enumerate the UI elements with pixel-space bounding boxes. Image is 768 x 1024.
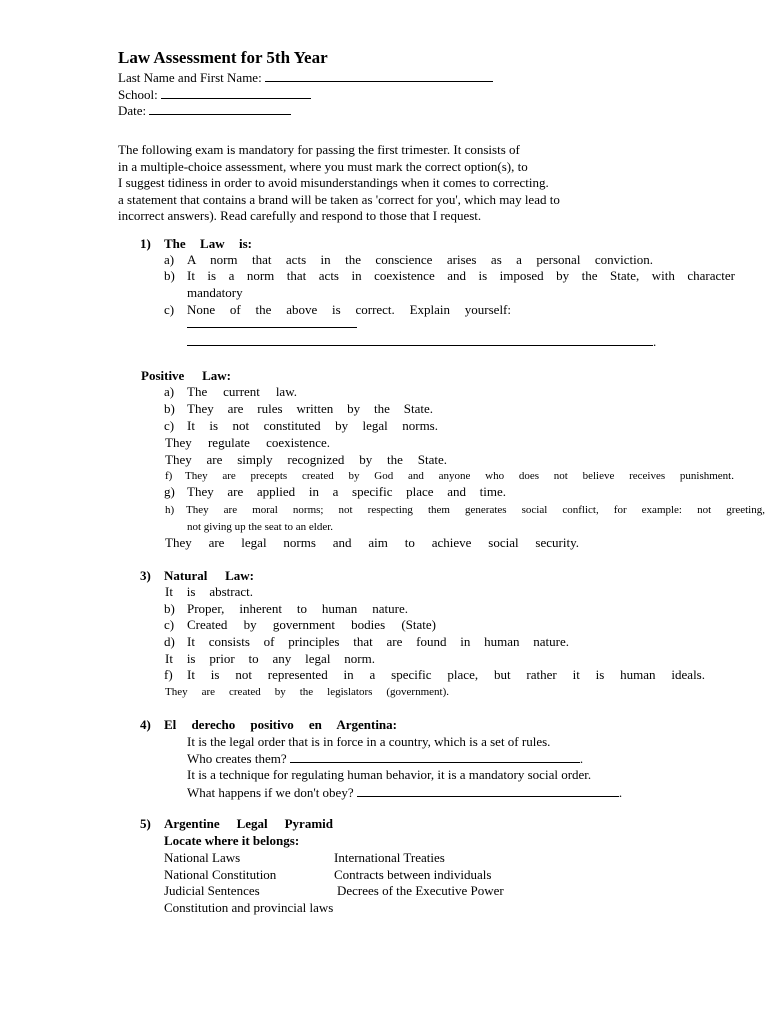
q5-title: Argentine Legal Pyramid bbox=[164, 816, 333, 831]
q2-f-marker: f) bbox=[165, 470, 173, 482]
q5-item-contracts[interactable]: Contracts between individuals bbox=[334, 867, 492, 882]
q3-option-f[interactable]: It is not represented in a specific place, but rather it is human ideals. bbox=[187, 667, 705, 682]
q3-option-e[interactable]: It is prior to any legal norm. bbox=[165, 651, 375, 666]
q2-g-marker: g) bbox=[164, 484, 175, 499]
q5-item-national-constitution[interactable]: National Constitution bbox=[164, 867, 277, 882]
page-title: Law Assessment for 5th Year bbox=[118, 48, 328, 67]
q2-option-i[interactable]: They are legal norms and aim to achieve social security. bbox=[165, 535, 579, 550]
q2-option-a[interactable]: The current law. bbox=[187, 384, 297, 399]
q1-option-b[interactable]: It is a norm that acts in coexistence and is imposed by the State, with character bbox=[187, 268, 735, 283]
q4-title: El derecho positivo en Argentina: bbox=[164, 717, 397, 732]
date-field bbox=[118, 102, 291, 120]
q4-who-creates-blank[interactable] bbox=[290, 750, 580, 763]
q2-b-marker: b) bbox=[164, 401, 175, 416]
q5-item-international-treaties[interactable]: International Treaties bbox=[334, 850, 445, 865]
q2-option-h[interactable]: They are moral norms; not respecting them generates social conflict, for example: not greeting, bbox=[186, 504, 765, 516]
q2-option-f[interactable]: They are precepts created by God and anyone who does not believe receives punishment. bbox=[185, 470, 734, 482]
q3-d-marker: d) bbox=[164, 634, 175, 649]
q1-explain-blank-2[interactable] bbox=[187, 333, 656, 351]
q1-option-c[interactable]: None of the above is correct. Explain yourself: bbox=[187, 302, 511, 317]
q1-number: 1) bbox=[140, 236, 151, 251]
q2-option-e[interactable]: They are simply recognized by the State. bbox=[165, 452, 447, 467]
q4-line-3: It is a technique for regulating human behavior, it is a mandatory social order. bbox=[187, 767, 592, 782]
name-label: Last Name and First Name: bbox=[118, 70, 262, 85]
q4-end-1: . bbox=[579, 751, 584, 766]
q4-line-1: It is the legal order that is in force in a country, which is a set of rules. bbox=[187, 734, 551, 749]
q5-number: 5) bbox=[140, 816, 151, 831]
q4-number: 4) bbox=[140, 717, 151, 732]
q2-option-h-cont: not giving up the seat to an elder. bbox=[187, 521, 334, 533]
q1-c-marker: c) bbox=[164, 302, 175, 317]
intro-paragraph bbox=[118, 142, 618, 225]
q4-who-creates-label: Who creates them? bbox=[187, 751, 287, 766]
q2-a-marker: a) bbox=[164, 384, 175, 399]
q2-c-marker: c) bbox=[164, 418, 175, 433]
date-label: Date: bbox=[118, 103, 147, 118]
q1-option-b-cont: mandatory bbox=[187, 285, 243, 300]
name-field bbox=[118, 69, 493, 87]
q1-b-marker: b) bbox=[164, 268, 175, 283]
q3-c-marker: c) bbox=[164, 617, 175, 632]
q4-what-happens bbox=[187, 784, 622, 802]
name-blank[interactable] bbox=[265, 69, 493, 82]
q2-option-d[interactable]: They regulate coexistence. bbox=[165, 435, 330, 450]
q5-item-decrees[interactable]: Decrees of the Executive Power bbox=[337, 883, 504, 898]
intro-line: I suggest tidiness in order to avoid misunderstandings when it comes to correcting. bbox=[118, 175, 549, 190]
q4-what-happens-label: What happens if we don't obey? bbox=[187, 785, 354, 800]
q3-f-marker: f) bbox=[164, 667, 173, 682]
q5-item-national-laws[interactable]: National Laws bbox=[164, 850, 241, 865]
intro-line: The following exam is mandatory for passing the first trimester. It consists of bbox=[118, 142, 520, 157]
q3-option-d[interactable]: It consists of principles that are found in human nature. bbox=[187, 634, 569, 649]
q1-option-a[interactable]: A norm that acts in the conscience arises as a personal conviction. bbox=[187, 252, 653, 267]
q3-option-c[interactable]: Created by government bodies (State) bbox=[187, 617, 436, 632]
date-blank[interactable] bbox=[149, 102, 291, 115]
q4-end-2: . bbox=[618, 785, 623, 800]
school-field bbox=[118, 86, 311, 104]
q1-explain-blank-1[interactable] bbox=[187, 315, 357, 333]
q2-h-marker: h) bbox=[165, 504, 175, 516]
q2-title: Positive Law: bbox=[141, 368, 231, 383]
q2-option-c[interactable]: It is not constituted by legal norms. bbox=[187, 418, 438, 433]
school-label: School: bbox=[118, 87, 158, 102]
q4-what-happens-blank[interactable] bbox=[357, 784, 619, 797]
q5-item-judicial-sentences[interactable]: Judicial Sentences bbox=[164, 883, 260, 898]
q1-a-marker: a) bbox=[164, 252, 175, 267]
intro-line: in a multiple-choice assessment, where you must mark the correct option(s), to bbox=[118, 158, 528, 174]
intro-line: incorrect answers). Read carefully and respond to those that I request. bbox=[118, 208, 482, 223]
q3-option-g[interactable]: They are created by the legislators (government). bbox=[165, 686, 449, 698]
q3-number: 3) bbox=[140, 568, 151, 583]
q5-subtitle: Locate where it belongs: bbox=[164, 833, 300, 848]
q2-option-b[interactable]: They are rules written by the State. bbox=[187, 401, 433, 416]
q1-title: The Law is: bbox=[164, 236, 252, 251]
q2-option-g[interactable]: They are applied in a specific place and time. bbox=[187, 484, 506, 499]
school-blank[interactable] bbox=[161, 86, 311, 99]
q1-end: . bbox=[653, 334, 657, 349]
q3-option-a[interactable]: It is abstract. bbox=[165, 584, 253, 599]
q5-item-provincial[interactable]: Constitution and provincial laws bbox=[164, 900, 334, 915]
intro-line: a statement that contains a brand will be taken as 'correct for you', which may lead to bbox=[118, 191, 560, 207]
q3-option-b[interactable]: Proper, inherent to human nature. bbox=[187, 601, 408, 616]
q3-b-marker: b) bbox=[164, 601, 175, 616]
q3-title: Natural Law: bbox=[164, 568, 254, 583]
q4-who-creates bbox=[187, 750, 583, 768]
